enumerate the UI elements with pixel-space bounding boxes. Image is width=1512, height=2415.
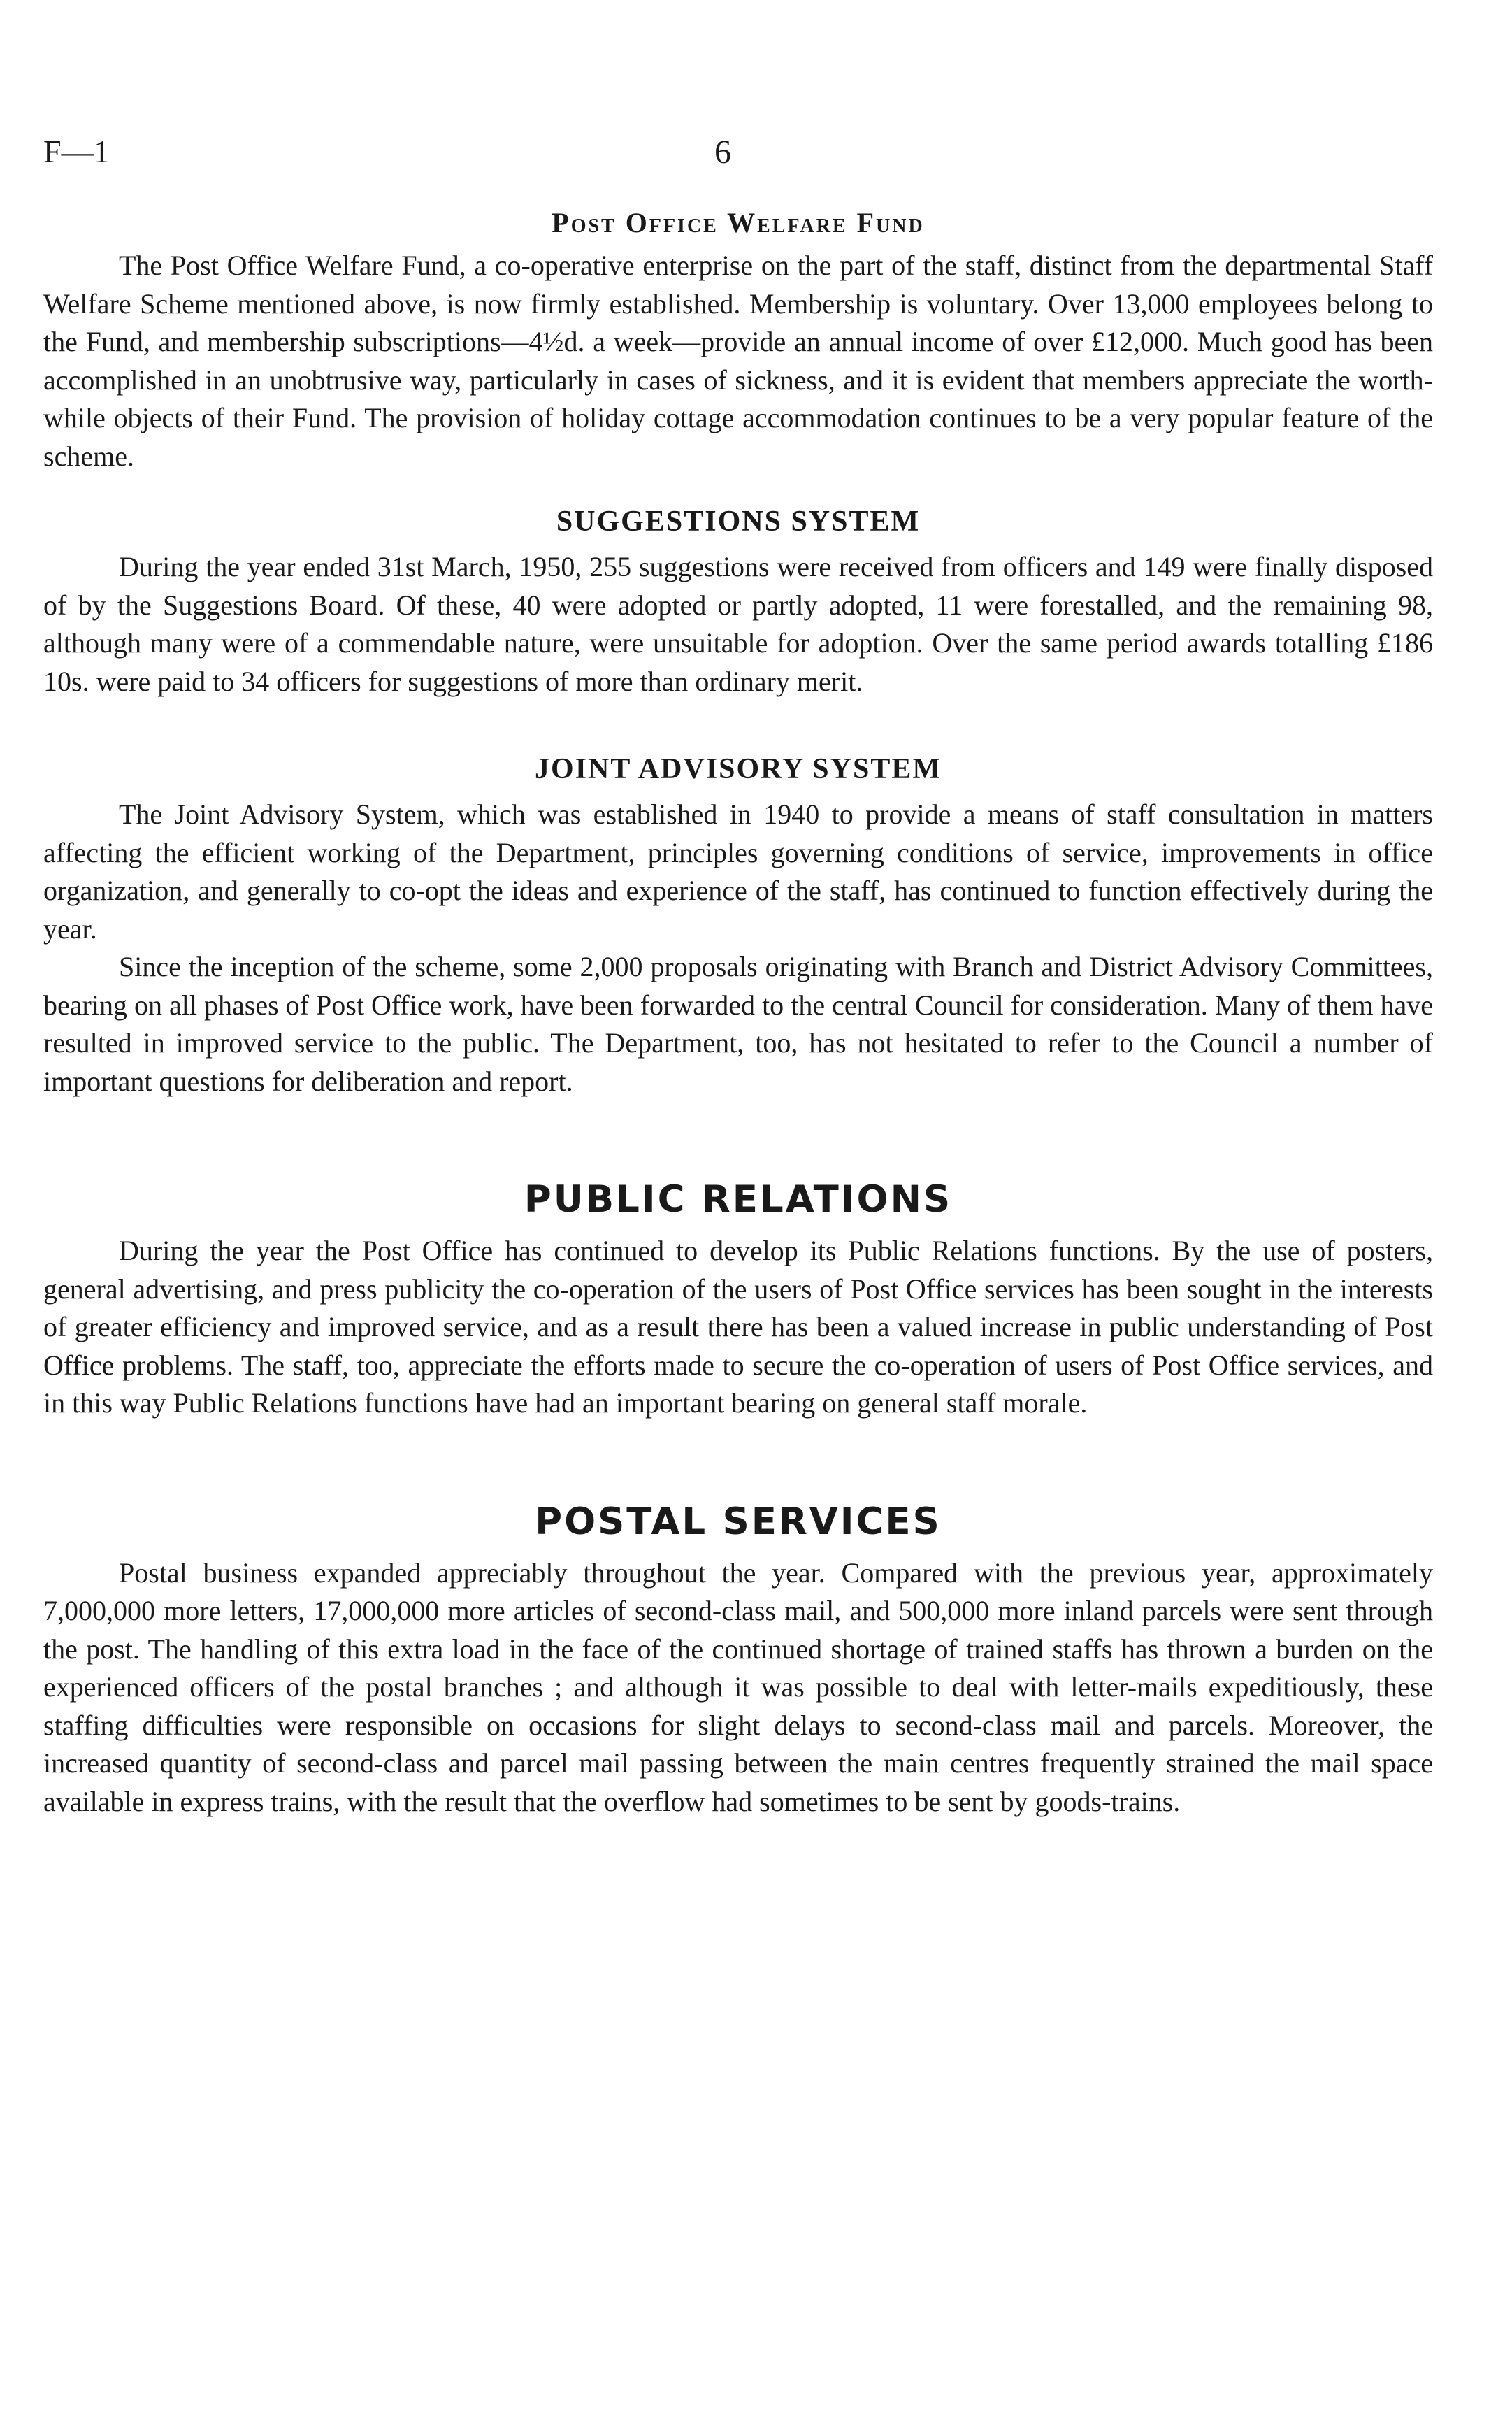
section-heading: PUBLIC RELATIONS [524,1178,953,1221]
document-code: F—1 [43,134,110,169]
section-heading: Post Office Welfare Fund [552,207,925,238]
paragraph: Postal business expanded appreciably throughout the year. Compared with the previous year, approximately 7,000,000 more letters, 17,000,000 more articles of second-class mail, and 500,000 more inland parcels were sent through the post. The handling of this extra load in the face of the continued shortage of trained staffs has thrown a burden on the experienced officers of the postal branches ; and although it was possible to deal with letter-mails expeditiously, these staffing difficulties were responsible on occasions for slight delays to second-class mail and parcels. Moreover, the increased quantity of second-class and parcel mail passing between the main centres frequently strained the mail space available in express trains, with the result that the overflow had sometimes to be sent by goods-trains. [43,1556,1433,1817]
page-content [43,199,1433,1821]
paragraph: Since the inception of the scheme, some 2,000 proposals originating with Branch and District Advisory Committees, bearing on all phases of Post Office work, have been forwarded to the central Council for consideration. Many of them have resulted in improved service to the public. The Department, too, has not hesitated to refer to the Council a number of important questions for deliberation and report. [43,951,1433,1097]
paragraph: During the year the Post Office has continued to develop its Public Relations functions. By the use of posters, general advertising, and press publicity the co-operation of the users of Post Office services has been sought in the interests of greater efficiency and improved service, and as a result there has been a valued increase in public understanding of Post Office problems. The staff, too, appreciate the efforts made to secure the co-operation of users of Post Office services, and in this way Public Relations functions have had an important bearing on general staff morale. [43,1235,1433,1419]
paragraph: The Post Office Welfare Fund, a co-operative enterprise on the part of the staff, distinct from the departmental Staff Welfare Scheme mentioned above, is now firmly established. Membership is voluntary. Over 13,000 employees belong to the Fund, and membership subscriptions—4½d. a week—provide an annual income of over £12,000. Much good has been accomplished in an unobtrusive way, particularly in cases of sickness, and it is evident that members appreciate the worth-while objects of their Fund. The provision of holiday cottage accommodation continues to be a very popular feature of the scheme. [43,250,1433,472]
section-heading: POSTAL SERVICES [535,1500,942,1543]
section-heading: SUGGESTIONS SYSTEM [556,506,921,538]
section-public-relations [43,1168,1433,1423]
paragraph: During the year ended 31st March, 1950, 255 suggestions were received from officers and 149 were finally disposed of by the Suggestions Board. Of these, 40 were adopted or partly adopted, 11 were forestalled, and the remaining 98, although many were of a commendable nature, were unsuitable for adoption. Over the same period awards totalling £186 10s. were paid to 34 officers for suggestions of more than ordinary merit. [43,551,1433,697]
section-suggestions-system [43,495,1433,701]
paragraph: The Joint Advisory System, which was established in 1940 to provide a means of staff consultation in matters affecting the efficient working of the Department, principles governing conditions of service, improvements in office organization, and generally to co-opt the ideas and experience of the staff, has continued to function effectively during the year. [43,798,1433,945]
page-number: 6 [714,134,731,171]
section-welfare-fund [43,199,1433,475]
section-postal-services [43,1490,1433,1821]
section-heading: JOINT ADVISORY SYSTEM [535,753,942,785]
section-joint-advisory-system [43,743,1433,1101]
page-header [43,133,1434,182]
